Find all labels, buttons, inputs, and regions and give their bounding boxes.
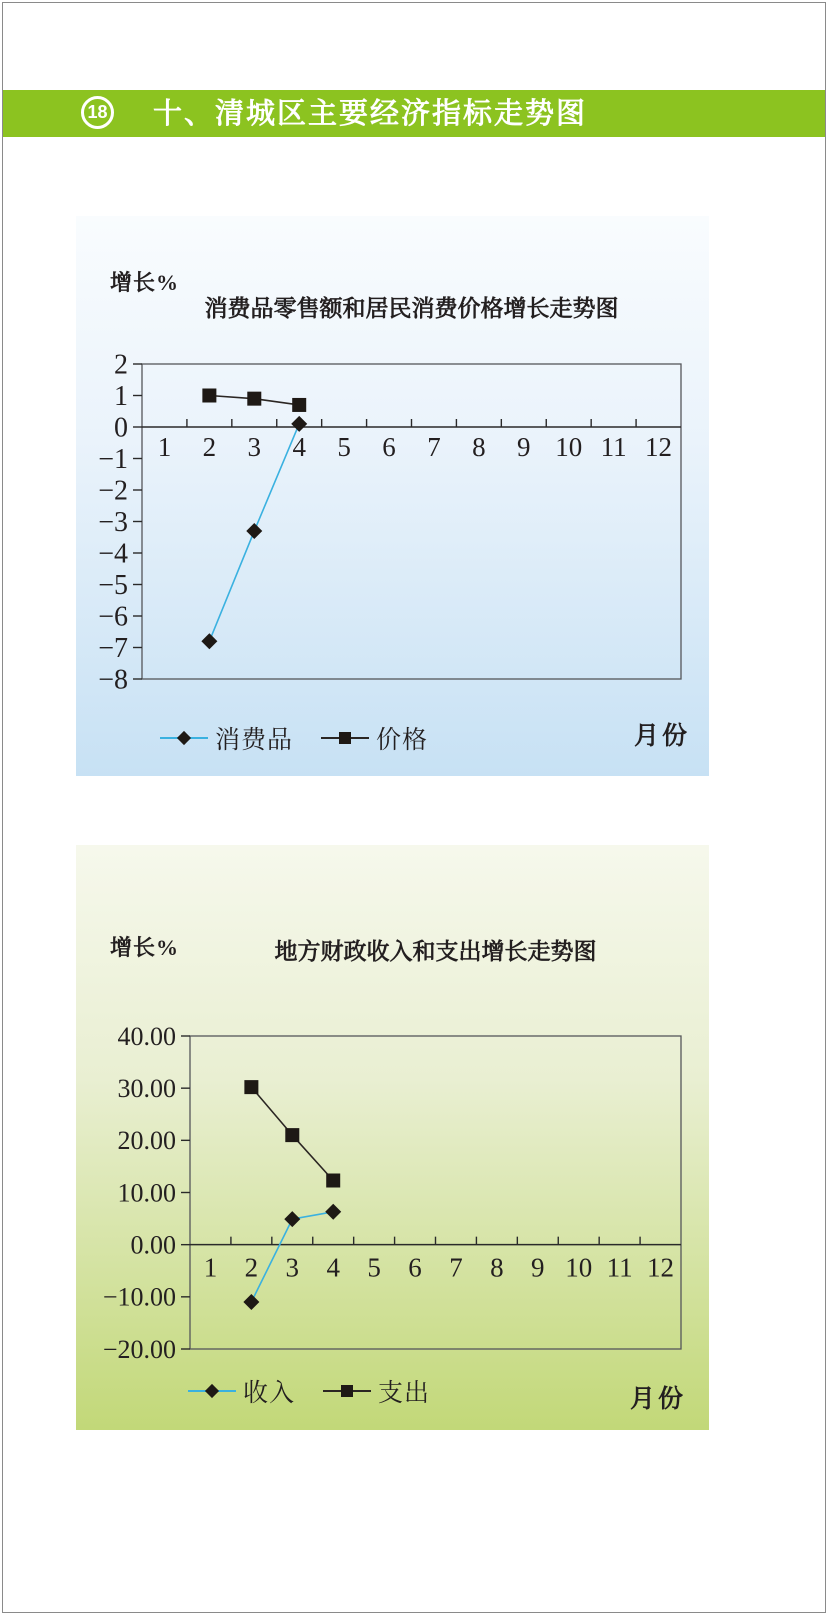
svg-text:3: 3 [247, 432, 262, 462]
svg-text:4: 4 [292, 432, 306, 462]
svg-text:1: 1 [203, 1252, 218, 1283]
legend [188, 1377, 430, 1405]
svg-text:−6: −6 [98, 601, 128, 633]
svg-text:−3: −3 [98, 507, 128, 539]
legend [160, 724, 428, 752]
diamond-line-icon [160, 729, 208, 747]
svg-text:−1: −1 [98, 444, 128, 476]
legend-label: 消费品 [215, 727, 294, 754]
svg-text:12: 12 [647, 1252, 675, 1283]
svg-text:−8: −8 [98, 664, 128, 696]
svg-text:8: 8 [490, 1252, 504, 1283]
svg-text:4: 4 [326, 1252, 340, 1283]
line-chart-fiscal [76, 845, 709, 1430]
legend-item-price [321, 720, 428, 756]
square-line-icon [321, 729, 369, 747]
svg-text:10: 10 [565, 1252, 593, 1283]
chart-panel-consumer-price [76, 216, 709, 776]
svg-text:−10.00: −10.00 [102, 1282, 176, 1312]
page-title: 十、清城区主要经济指标走势图 [153, 98, 588, 130]
chart-title: 消费品零售额和居民消费价格增长走势图 [204, 296, 619, 321]
svg-text:30.00: 30.00 [117, 1074, 176, 1104]
svg-text:1: 1 [114, 381, 128, 413]
svg-text:7: 7 [449, 1252, 463, 1283]
chart-title: 地方财政收入和支出增长走势图 [274, 939, 597, 964]
svg-text:11: 11 [600, 432, 627, 462]
legend-item-income [188, 1373, 295, 1409]
svg-text:2: 2 [244, 1252, 259, 1283]
chart-panel-fiscal [76, 845, 709, 1430]
svg-text:10.00: 10.00 [117, 1178, 176, 1208]
diamond-line-icon [188, 1382, 236, 1400]
svg-text:−4: −4 [98, 538, 128, 570]
y-axis-unit-label: 增长% [110, 270, 180, 295]
svg-text:7: 7 [427, 432, 441, 462]
header-band [3, 90, 825, 137]
legend-item-expenditure [323, 1373, 430, 1409]
svg-text:8: 8 [472, 432, 486, 462]
svg-text:20.00: 20.00 [117, 1126, 176, 1156]
svg-text:5: 5 [337, 432, 351, 462]
svg-text:−5: −5 [98, 570, 128, 602]
page-number-badge: 18 [81, 96, 114, 129]
svg-text:40.00: 40.00 [117, 1021, 176, 1051]
svg-text:9: 9 [517, 432, 531, 462]
svg-text:−20.00: −20.00 [102, 1334, 176, 1364]
svg-text:5: 5 [367, 1252, 381, 1283]
line-chart-consumer-price [76, 216, 709, 776]
svg-text:10: 10 [555, 432, 583, 462]
svg-text:−2: −2 [98, 475, 128, 507]
legend-label: 价格 [376, 727, 429, 754]
x-axis-unit-label: 月份 [630, 1386, 687, 1413]
svg-text:0: 0 [114, 412, 128, 444]
svg-text:2: 2 [202, 432, 217, 462]
svg-text:3: 3 [285, 1252, 300, 1283]
svg-text:12: 12 [645, 432, 673, 462]
svg-text:2: 2 [114, 349, 128, 381]
square-line-icon [323, 1382, 371, 1400]
svg-text:0.00: 0.00 [130, 1230, 176, 1260]
svg-text:9: 9 [531, 1252, 545, 1283]
legend-item-consumer [160, 720, 293, 756]
y-axis-unit-label: 增长% [110, 935, 180, 960]
svg-text:11: 11 [606, 1252, 633, 1283]
svg-text:−7: −7 [98, 633, 128, 665]
x-axis-unit-label: 月份 [634, 723, 691, 750]
svg-text:6: 6 [408, 1252, 422, 1283]
legend-label: 收入 [243, 1380, 296, 1407]
legend-label: 支出 [378, 1380, 431, 1407]
svg-text:1: 1 [157, 432, 172, 462]
svg-text:6: 6 [382, 432, 396, 462]
